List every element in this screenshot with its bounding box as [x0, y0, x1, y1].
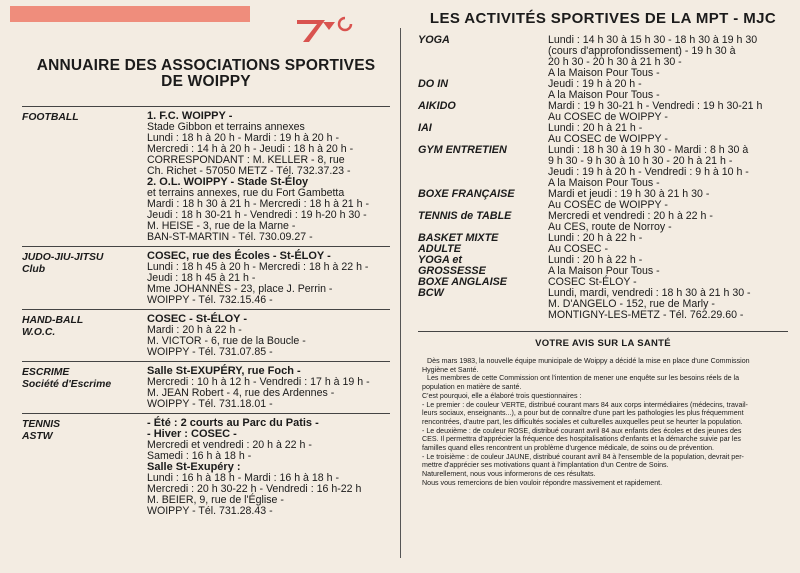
section-rule [22, 413, 390, 414]
survey-line: Dès mars 1983, la nouvelle équipe municipale de Woippy a décidé la mise en place d'une Commission [427, 357, 750, 365]
activity-label: TENNIS de TABLE [418, 210, 512, 222]
association-details [147, 188, 390, 243]
detail-line: M. BEIER, 9, rue de l'Église - [147, 494, 284, 506]
survey-line: Naturellement, nous vous informerons de ces résultats. [422, 470, 596, 479]
activity-schedule [548, 79, 788, 101]
detail-line: M. JEAN Robert - 4, rue des Ardennes - [147, 387, 335, 399]
section-category [22, 418, 147, 517]
section-category [22, 366, 147, 410]
detail-line: Stade Gibbon et terrains annexes [147, 121, 305, 133]
category-label: FOOTBALL [22, 112, 79, 123]
survey-line: C'est pourquoi, elle a élaboré trois questionnaires : [422, 391, 582, 400]
association-section [22, 251, 390, 306]
section-body [147, 418, 390, 517]
schedule-line: Mardi et jeudi : 19 h 30 à 21 h 30 - [548, 188, 710, 200]
survey-line: CES. Il permettra d'apprécier la fréquence des hospitalisations d'enfants et la démarche suivie par les [422, 435, 741, 444]
activity-row [418, 211, 788, 233]
detail-line: BAN-ST-MARTIN - Tél. 730.09.27 - [147, 231, 313, 243]
detail-line: et terrains annexes, rue du Fort Gambetta [147, 187, 345, 199]
schedule-line: Au COSEC de WOIPPY - [548, 199, 668, 211]
survey-line: - Le premier : de couleur VERTE, distribué courant mars 84 aux corps intermédiaires (médecins, travail- [422, 400, 748, 409]
detail-line: M. VICTOR - 6, rue de la Boucle - [147, 335, 306, 347]
schedule-line: A la Maison Pour Tous - [548, 177, 660, 189]
survey-line: leurs sociaux, enseignants...), a pour but de connaître d'une part les pathologies les plus fréquemment [422, 409, 744, 418]
schedule-line: MONTIGNY-LES-METZ - Tél. 762.29.60 - [548, 309, 744, 321]
survey-line: Les membres de cette Commission ont l'intention de mener une enquête sur les besoins réels de la [427, 374, 740, 383]
survey-line: - Le deuxième : de couleur ROSE, distribué courant avril 84 aux enfants des écoles et des jeunes des [422, 426, 742, 435]
association-name: Salle St-Exupéry : [147, 461, 241, 473]
activity-label: YOGA et [418, 254, 462, 266]
schedule-line: Lundi : 14 h 30 à 15 h 30 - 18 h 30 à 19 h 30 [548, 34, 758, 46]
association-section [22, 418, 390, 517]
section-body [147, 111, 390, 243]
schedule-line: 9 h 30 - 9 h 30 à 10 h 30 - 20 h à 21 h - [548, 155, 733, 167]
survey-line: - Le troisième : de couleur JAUNE, distribué courant avril 84 à l'ensemble de la population, devrait per- [422, 452, 744, 461]
association-name: 1. F.C. WOIPPY - [147, 110, 233, 122]
directory-title-line2: DE WOIPPY [161, 73, 251, 90]
schedule-line: Au COSEC de WOIPPY - [548, 133, 668, 145]
health-survey-text [422, 357, 784, 488]
detail-line: Lundi : 18 h à 20 h - Mardi : 19 h à 20 h - [147, 132, 339, 144]
detail-line: Lundi : 18 h 45 à 20 h - Mercredi : 18 h à 22 h - [147, 261, 369, 273]
detail-line: Mardi : 20 h à 22 h - [147, 324, 242, 336]
detail-line: WOIPPY - Tél. 731.07.85 - [147, 346, 273, 358]
section-category [22, 314, 147, 358]
schedule-line: Lundi, mardi, vendredi : 18 h 30 à 21 h 30 - [548, 287, 751, 299]
category-label: W.O.C. [22, 326, 56, 338]
activity-schedule [548, 189, 788, 211]
section-rule [22, 246, 390, 247]
schedule-line: COSEC St-ÉLOY - [548, 276, 637, 288]
detail-line: CORRESPONDANT : M. KELLER - 8, rue [147, 154, 345, 166]
activity-label: BOXE FRANÇAISE [418, 188, 515, 200]
schedule-line: Jeudi : 19 h à 20 h - Vendredi : 9 h à 10 h - [548, 166, 749, 178]
activity-label: AIKIDO [418, 100, 456, 112]
detail-line: WOIPPY - Tél. 731.28.43 - [147, 505, 273, 517]
section-category [22, 251, 147, 306]
schedule-line: Lundi : 20 h à 22 h - [548, 254, 643, 266]
activity-label: DO IN [418, 78, 448, 90]
schedule-line: Au COSEC de WOIPPY - [548, 111, 668, 123]
directory-title [22, 58, 390, 90]
detail-line: Jeudi : 18 h 30-21 h - Vendredi : 19 h-20 h 30 - [147, 209, 367, 221]
schedule-line: Mardi : 19 h 30-21 h - Vendredi : 19 h 30-21 h [548, 100, 763, 112]
section-divider [418, 331, 788, 332]
schedule-line: Jeudi : 19 h à 20 h - [548, 78, 642, 90]
activity-name [418, 145, 548, 189]
schedule-line: Au CES, route de Norroy - [548, 221, 672, 233]
mpt-logo-icon [295, 8, 355, 44]
association-name: Salle St-EXUPÉRY, rue Foch - [147, 365, 301, 377]
activity-name [418, 211, 548, 233]
category-label: JUDO-JIU-JITSU [22, 252, 104, 263]
activity-row [418, 145, 788, 189]
detail-line: WOIPPY - Tél. 731.18.01 - [147, 398, 273, 410]
column-divider [400, 28, 401, 558]
association-section [22, 366, 390, 410]
association-section [22, 314, 390, 358]
schedule-line: 20 h 30 - 20 h 30 à 21 h 30 - [548, 56, 682, 68]
association-details [147, 377, 390, 410]
schedule-line: Lundi : 20 h à 22 h - [548, 232, 643, 244]
detail-line: Mercredi : 20 h 30-22 h - Vendredi : 16 h-22 h [147, 483, 362, 495]
survey-line: Hygiène et Santé. [422, 365, 479, 374]
category-label: Société d'Escrime [22, 378, 112, 390]
category-label: Club [22, 263, 46, 275]
schedule-line: A la Maison Pour Tous - [548, 67, 660, 79]
category-label: ASTW [22, 430, 53, 442]
activity-schedule [548, 123, 788, 145]
schedule-line: A la Maison Pour Tous - [548, 265, 660, 277]
activity-label: BOXE ANGLAISE [418, 276, 507, 288]
schedule-line: Lundi : 18 h 30 à 19 h 30 - Mardi : 8 h 30 à [548, 144, 749, 156]
section-rule [22, 106, 390, 107]
activity-name [418, 233, 548, 321]
activity-name [418, 189, 548, 211]
detail-line: Samedi : 16 h à 18 h - [147, 450, 252, 462]
activity-schedule [548, 145, 788, 189]
detail-line: Ch. Richet - 57050 METZ - Tél. 732.37.23 - [147, 165, 351, 177]
activities-title: LES ACTIVITÉS SPORTIVES DE LA MPT - MJC [429, 10, 777, 27]
association-details [147, 473, 390, 517]
survey-line: population en matière de santé. [422, 383, 522, 392]
section-category [22, 111, 147, 243]
detail-line: Lundi : 16 h à 18 h - Mardi : 16 h à 18 h - [147, 472, 339, 484]
activity-row [418, 35, 788, 79]
activity-label: IAI [418, 122, 432, 134]
survey-line: Nous vous remercions de bien vouloir répondre massivement et rapidement. [422, 478, 663, 487]
association-name: 2. O.L. WOIPPY - Stade St-Éloy [147, 176, 309, 188]
activity-schedule [548, 211, 788, 233]
section-body [147, 314, 390, 358]
activity-label: YOGA [418, 34, 450, 46]
detail-line: M. HEISE - 3, rue de la Marne - [147, 220, 296, 232]
activity-label: BCW [418, 287, 444, 299]
category-label: TENNIS [22, 419, 61, 430]
detail-line: Mercredi : 14 h à 20 h - Jeudi : 18 h à 20 h - [147, 143, 354, 155]
detail-line: Mardi : 18 h 30 à 21 h - Mercredi : 18 h à 21 h - [147, 198, 369, 210]
activity-name [418, 79, 548, 101]
section-rule [22, 361, 390, 362]
association-details [147, 122, 390, 177]
category-label: HAND-BALL [22, 315, 84, 326]
association-name: COSEC, rue des Écoles - St-ÉLOY - [147, 250, 331, 262]
activity-schedule [548, 35, 788, 79]
survey-line: rencontrées, d'autre part, les difficultés sociales et culturelles auxquelles peut se heurter la population. [422, 417, 743, 426]
category-label: ESCRIME [22, 367, 70, 378]
survey-line: mettre d'apprécier ses motivations quant à l'implantation d'un Centre de Soins. [422, 461, 669, 470]
activity-label: GYM ENTRETIEN [418, 144, 507, 156]
activity-schedule [548, 101, 788, 123]
section-rule [22, 309, 390, 310]
schedule-line: (cours d'approfondissement) - 19 h 30 à [548, 45, 736, 57]
health-survey-title: VOTRE AVIS SUR LA SANTÉ [535, 338, 671, 349]
association-details [147, 325, 390, 358]
association-name: - Été : 2 courts au Parc du Patis - [147, 417, 319, 429]
activities-column [418, 10, 788, 488]
detail-line: Jeudi : 18 h 45 à 21 h - [147, 272, 256, 284]
schedule-line: Au COSEC - [548, 243, 609, 255]
activity-label: BASKET MIXTE [418, 232, 499, 244]
activity-label: ADULTE [418, 243, 461, 255]
activity-row [418, 233, 788, 321]
association-name: - Hiver : COSEC - [147, 428, 237, 440]
schedule-line: A la Maison Pour Tous - [548, 89, 660, 101]
activity-name [418, 35, 548, 79]
association-details [147, 440, 390, 462]
detail-line: Mme JOHANNÈS - 23, place J. Perrin - [147, 283, 333, 295]
associations-directory [22, 58, 390, 517]
association-name: COSEC - St-ÉLOY - [147, 313, 248, 325]
activity-label: GROSSESSE [418, 265, 486, 277]
logo-bar [10, 6, 250, 22]
activity-schedule [548, 233, 788, 321]
schedule-line: M. D'ANGELO - 152, rue de Marly - [548, 298, 715, 310]
activity-row [418, 79, 788, 101]
association-details [147, 262, 390, 306]
activity-row [418, 101, 788, 123]
directory-title-line1: ANNUAIRE DES ASSOCIATIONS SPORTIVES [36, 57, 376, 74]
section-body [147, 366, 390, 410]
activity-name [418, 123, 548, 145]
detail-line: Mercredi : 10 h à 12 h - Vendredi : 17 h à 19 h - [147, 376, 370, 388]
activity-row [418, 189, 788, 211]
detail-line: Mercredi et vendredi : 20 h à 22 h - [147, 439, 312, 451]
survey-line: familles quand elles rencontrent un problème d'urgence médicale, de soins ou de prévention. [422, 444, 714, 453]
schedule-line: Mercredi et vendredi : 20 h à 22 h - [548, 210, 713, 222]
schedule-line: Lundi : 20 h à 21 h - [548, 122, 643, 134]
activity-row [418, 123, 788, 145]
detail-line: WOIPPY - Tél. 732.15.46 - [147, 294, 273, 306]
association-section [22, 111, 390, 243]
activity-name [418, 101, 548, 123]
section-body [147, 251, 390, 306]
